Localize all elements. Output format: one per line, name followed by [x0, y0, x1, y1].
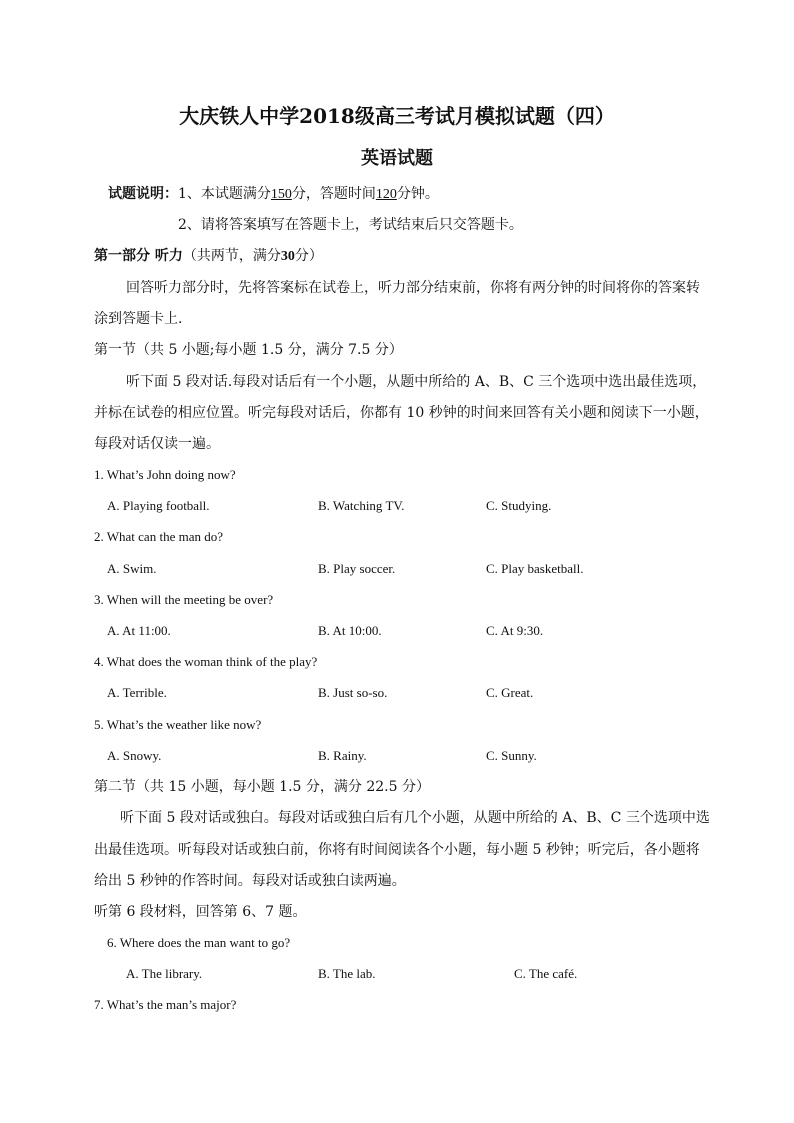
part1-intro-line-1: 回答听力部分时，先将答案标在试卷上，听力部分结束前，你将有两分钟的时间将你的答案转: [126, 280, 700, 296]
question-1-option-a: A. Playing football.: [107, 498, 210, 513]
exam-time: 120: [375, 187, 397, 202]
section1-intro-line-2: 并标在试卷的相应位置。听完每段对话后，你都有 10 秒钟的时间来回答有关小题和阅读下一小题，: [94, 405, 709, 421]
question-4: 4. What does the woman think of the play?: [94, 654, 318, 669]
instructions-line-1: 试题说明：1、本试题满分150分，答题时间120分钟。: [108, 186, 439, 202]
question-2: 2. What can the man do?: [94, 529, 223, 544]
question-2-option-a: A. Swim.: [107, 561, 157, 576]
question-2-option-b: B. Play soccer.: [318, 561, 396, 576]
question-7: 7. What’s the man’s major?: [94, 997, 237, 1012]
question-3: 3. When will the meeting be over?: [94, 592, 274, 607]
section1-intro-line-1: 听下面 5 段对话.每段对话后有一个小题，从题中所给的 A、B、C 三个选项中选出最佳选项，: [126, 374, 707, 390]
material-6-instruction: 听第 6 段材料，回答第 6、7 题。: [94, 904, 307, 920]
section2-intro-line-3: 给出 5 秒钟的作答时间。每段对话或独白读两遍。: [94, 873, 406, 889]
question-5: 5. What’s the weather like now?: [94, 717, 262, 732]
question-1-option-b: B. Watching TV.: [318, 498, 405, 513]
question-4-option-a: A. Terrible.: [107, 685, 167, 700]
section2-intro-line-1: 听下面 5 段对话或独白。每段对话或独白后有几个小题，从题中所给的 A、B、C 三个选项中选: [120, 810, 710, 826]
question-3-option-a: A. At 11:00.: [107, 623, 171, 638]
question-5-option-b: B. Rainy.: [318, 748, 367, 763]
question-5-option-a: A. Snowy.: [107, 748, 162, 763]
question-1-option-c: C. Studying.: [486, 498, 552, 513]
exam-subtitle: 英语试题: [361, 148, 433, 169]
question-6-option-a: A. The library.: [126, 966, 203, 981]
section2-intro-line-2: 出最佳选项。听每段对话或独白前，你将有时间阅读各个小题，每小题 5 秒钟；听完后，各小题将: [94, 842, 700, 858]
instructions-label: 试题说明：: [108, 186, 178, 202]
part1-intro-line-2: 涂到答题卡上.: [94, 311, 183, 327]
question-6-option-c: C. The café.: [514, 966, 578, 981]
question-3-option-b: B. At 10:00.: [318, 623, 382, 638]
section1-heading: 第一节（共 5 小题;每小题 1.5 分，满分 7.5 分）: [94, 342, 403, 358]
section1-intro-line-3: 每段对话仅读一遍。: [94, 436, 220, 452]
question-5-option-c: C. Sunny.: [486, 748, 537, 763]
part1-heading: 第一部分 听力（共两节，满分30分）: [94, 248, 323, 264]
question-1: 1. What’s John doing now?: [94, 467, 236, 482]
question-6: 6. Where does the man want to go?: [107, 935, 291, 950]
question-4-option-c: C. Great.: [486, 685, 534, 700]
section2-heading: 第二节（共 15 小题，每小题 1.5 分，满分 22.5 分）: [94, 779, 430, 795]
instructions-line-2: 2、请将答案填写在答题卡上，考试结束后只交答题卡。: [178, 217, 523, 233]
total-score: 150: [270, 187, 292, 202]
question-3-option-c: C. At 9:30.: [486, 623, 544, 638]
question-4-option-b: B. Just so-so.: [318, 685, 388, 700]
question-2-option-c: C. Play basketball.: [486, 561, 584, 576]
question-6-option-b: B. The lab.: [318, 966, 376, 981]
exam-title: 大庆铁人中学2018级高三考试月模拟试题（四）: [179, 104, 615, 128]
